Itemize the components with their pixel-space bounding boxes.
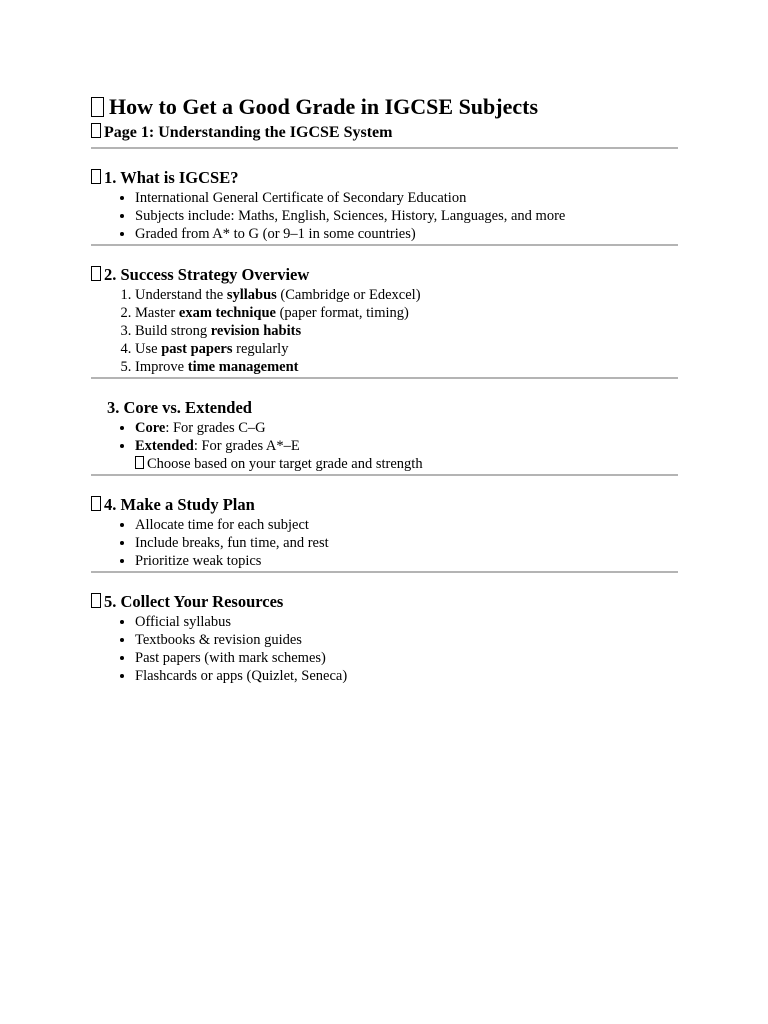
list-item-emphasis: time management	[187, 359, 299, 375]
section-note	[91, 455, 678, 473]
section-core-vs-extended	[91, 379, 678, 476]
list-item-text: regularly	[232, 341, 289, 357]
document-page	[91, 92, 678, 686]
list-item-emphasis: Extended	[135, 438, 194, 454]
section-heading	[91, 573, 678, 613]
list-item-emphasis: syllabus	[226, 287, 277, 303]
list-item	[135, 304, 678, 322]
list-item-text: Master	[135, 305, 179, 321]
list-item-text: Understand the	[135, 287, 227, 303]
list-item: • Include breaks, fun time, and rest	[135, 534, 678, 552]
bullet-list	[91, 189, 678, 243]
list-item: • Subjects include: Maths, English, Sciences, History, Languages, and more	[135, 207, 678, 225]
section-heading-text: 5. Collect Your Resources	[104, 592, 284, 611]
list-item-text: (paper format, timing)	[275, 305, 409, 321]
bullet-list	[91, 419, 678, 455]
list-item-emphasis: Core	[135, 420, 166, 436]
section-heading	[91, 246, 678, 286]
list-item-emphasis: exam technique	[178, 305, 276, 321]
list-item-text: : For grades C–G	[165, 420, 266, 436]
list-item-text: (Cambridge or Edexcel)	[276, 287, 421, 303]
list-item	[135, 286, 678, 304]
missing-emoji-icon	[91, 169, 101, 184]
list-item	[135, 419, 678, 437]
document-title	[91, 92, 678, 122]
missing-emoji-icon	[91, 266, 101, 281]
list-item-text: Build strong	[135, 323, 211, 339]
missing-emoji-icon	[135, 456, 144, 469]
list-item: • Past papers (with mark schemes)	[135, 649, 678, 667]
list-item-text: Use	[135, 341, 162, 357]
list-item: • Flashcards or apps (Quizlet, Seneca)	[135, 667, 678, 685]
list-item: • Prioritize weak topics	[135, 552, 678, 570]
list-item-text: Improve	[135, 359, 188, 375]
list-item	[135, 358, 678, 376]
numbered-list	[91, 286, 678, 376]
list-item: • Allocate time for each subject	[135, 516, 678, 534]
list-item-text: : For grades A*–E	[193, 438, 300, 454]
missing-emoji-icon	[91, 97, 104, 117]
page-subtitle-text: Page 1: Understanding the IGCSE System	[104, 124, 393, 141]
bullet-list	[91, 613, 678, 685]
section-heading	[91, 476, 678, 516]
section-collect-resources	[91, 573, 678, 686]
bullet-list	[91, 516, 678, 570]
section-heading	[91, 379, 678, 419]
section-heading	[91, 149, 678, 189]
list-item-emphasis: revision habits	[210, 323, 302, 339]
list-item: • Textbooks & revision guides	[135, 631, 678, 649]
section-note-text: Choose based on your target grade and strength	[147, 456, 423, 472]
list-item: • Official syllabus	[135, 613, 678, 631]
document-title-text: How to Get a Good Grade in IGCSE Subjects	[109, 94, 539, 119]
section-success-strategy	[91, 246, 678, 379]
list-item-emphasis: past papers	[161, 341, 233, 357]
section-heading-text: 1. What is IGCSE?	[104, 168, 239, 187]
list-item	[135, 437, 678, 455]
list-item: • International General Certificate of Secondary Education	[135, 189, 678, 207]
section-heading-text: 4. Make a Study Plan	[104, 495, 255, 514]
section-study-plan	[91, 476, 678, 573]
page-subtitle	[91, 122, 678, 149]
section-heading-text: 2. Success Strategy Overview	[104, 265, 310, 284]
missing-emoji-icon	[91, 123, 101, 138]
section-heading-text: 3. Core vs. Extended	[107, 398, 252, 417]
missing-emoji-icon	[91, 496, 101, 511]
section-what-is-igcse	[91, 149, 678, 246]
list-item	[135, 340, 678, 358]
list-item	[135, 322, 678, 340]
missing-emoji-icon	[91, 593, 101, 608]
list-item: • Graded from A* to G (or 9–1 in some countries)	[135, 225, 678, 243]
